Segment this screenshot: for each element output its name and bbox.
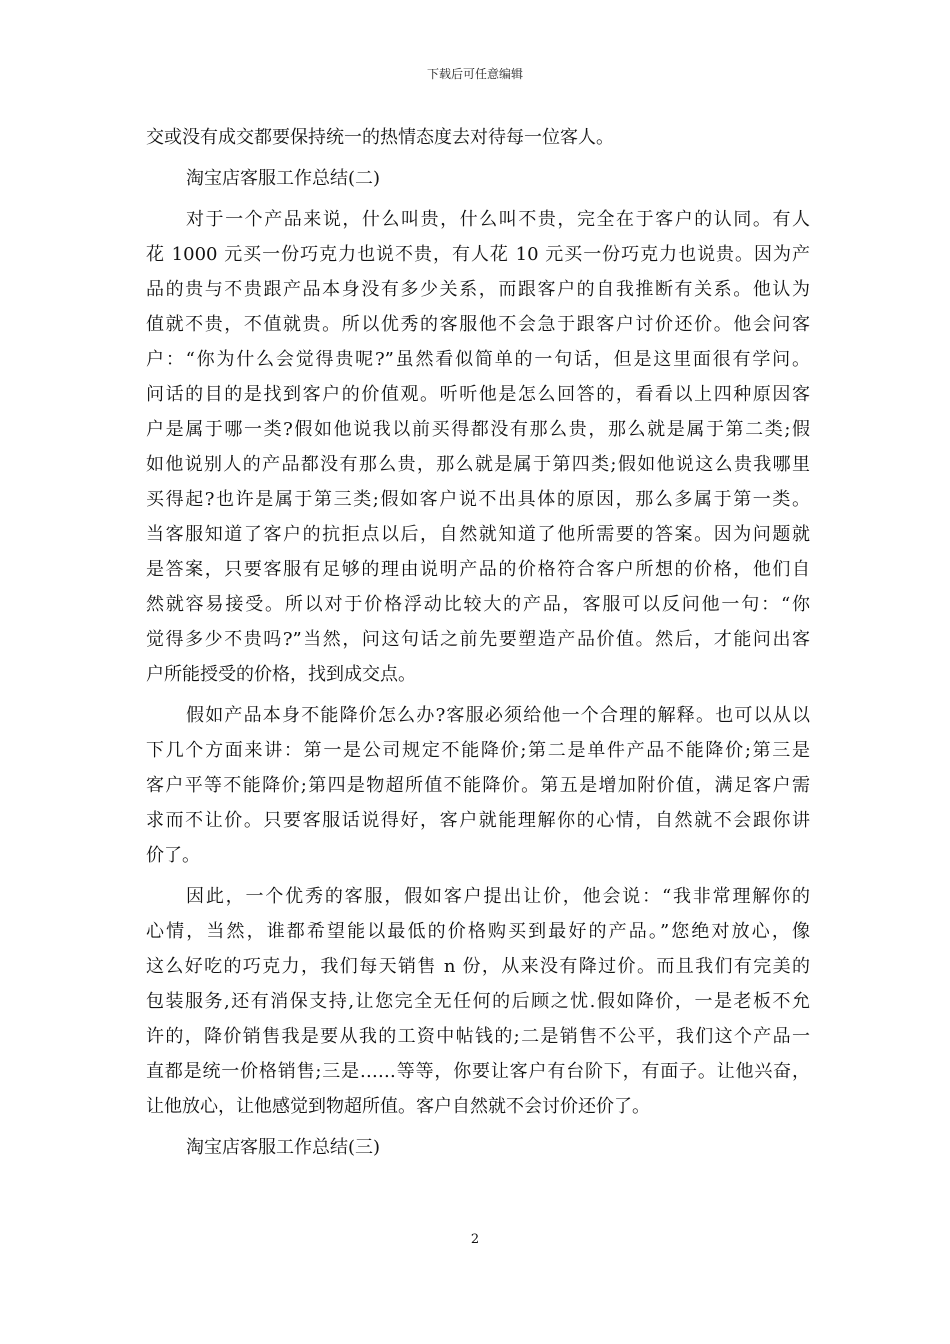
text-line: 心情，当然，谁都希望能以最低的价格购买到最好的产品。”您绝对放心，像 [146, 921, 810, 942]
text-line: 价了。 [146, 845, 200, 866]
text-line: 值就不贵，不值就贵。所以优秀的客服他不会急于跟客户讨价还价。他会问客 [146, 314, 810, 335]
text-line: 花 1000 元买一份巧克力也说不贵，有人花 10 元买一份巧克力也说贵。因为产 [146, 244, 810, 265]
page-number: 2 [470, 1232, 480, 1247]
text-line: 品的贵与不贵跟产品本身没有多少关系，而跟客户的自我推断有关系。他认为 [146, 279, 810, 300]
text-line: 当客服知道了客户的抗拒点以后，自然就知道了他所需要的答案。因为问题就 [146, 524, 810, 545]
text-line: 如他说别人的产品都没有那么贵，那么就是属于第四类;假如他说这么贵我哪里 [146, 454, 810, 475]
text-line: 让他放心，让他感觉到物超所值。客户自然就不会讨价还价了。 [146, 1096, 650, 1117]
text-line: 淘宝店客服工作总结(二) [186, 168, 381, 189]
text-line: 这么好吃的巧克力，我们每天销售 n 份，从来没有降过价。而且我们有完美的 [146, 956, 810, 977]
text-line: 直都是统一价格销售;三是……等等，你要让客户有台阶下，有面子。让他兴奋， [146, 1061, 810, 1082]
text-line: 买得起?也许是属于第三类;假如客户说不出具体的原因，那么多属于第一类。 [146, 489, 810, 510]
text-line: 客户平等不能降价;第四是物超所值不能降价。第五是增加附价值，满足客户需 [146, 775, 810, 796]
text-line: 户：“你为什么会觉得贵呢?”虽然看似简单的一句话，但是这里面很有学问。 [146, 349, 810, 370]
text-line: 问话的目的是找到客户的价值观。听听他是怎么回答的，看看以上四种原因客 [146, 384, 810, 405]
text-line: 包装服务,还有消保支持,让您完全无任何的后顾之忧.假如降价，一是老板不允 [146, 991, 810, 1012]
text-line: 然就容易接受。所以对于价格浮动比较大的产品，客服可以反问他一句：“你 [146, 594, 810, 615]
text-line: 下几个方面来讲：第一是公司规定不能降价;第二是单件产品不能降价;第三是 [146, 740, 810, 761]
text-line: 因此，一个优秀的客服，假如客户提出让价，他会说：“我非常理解你的 [186, 886, 810, 907]
text-line: 是答案，只要客服有足够的理由说明产品的价格符合客户所想的价格，他们自 [146, 559, 810, 580]
text-line: 觉得多少不贵吗?”当然，问这句话之前先要塑造产品价值。然后，才能问出客 [146, 629, 810, 650]
text-line: 户所能授受的价格，找到成交点。 [146, 664, 416, 685]
text-line: 求而不让价。只要客服话说得好，客户就能理解你的心情，自然就不会跟你讲 [146, 810, 810, 831]
text-line: 许的，降价销售我是要从我的工资中帖钱的;二是销售不公平，我们这个产品一 [146, 1026, 810, 1047]
page-header: 下载后可任意编辑 [426, 67, 523, 81]
text-line: 假如产品本身不能降价怎么办?客服必须给他一个合理的解释。也可以从以 [186, 705, 810, 726]
document-body [146, 120, 810, 1165]
text-line: 淘宝店客服工作总结(三) [186, 1137, 381, 1158]
text-line: 交或没有成交都要保持统一的热情态度去对待每一位客人。 [146, 127, 614, 148]
text-line: 户是属于哪一类?假如他说我以前买得都没有那么贵，那么就是属于第二类;假 [146, 419, 810, 440]
text-line: 对于一个产品来说，什么叫贵，什么叫不贵，完全在于客户的认同。有人 [186, 209, 810, 230]
